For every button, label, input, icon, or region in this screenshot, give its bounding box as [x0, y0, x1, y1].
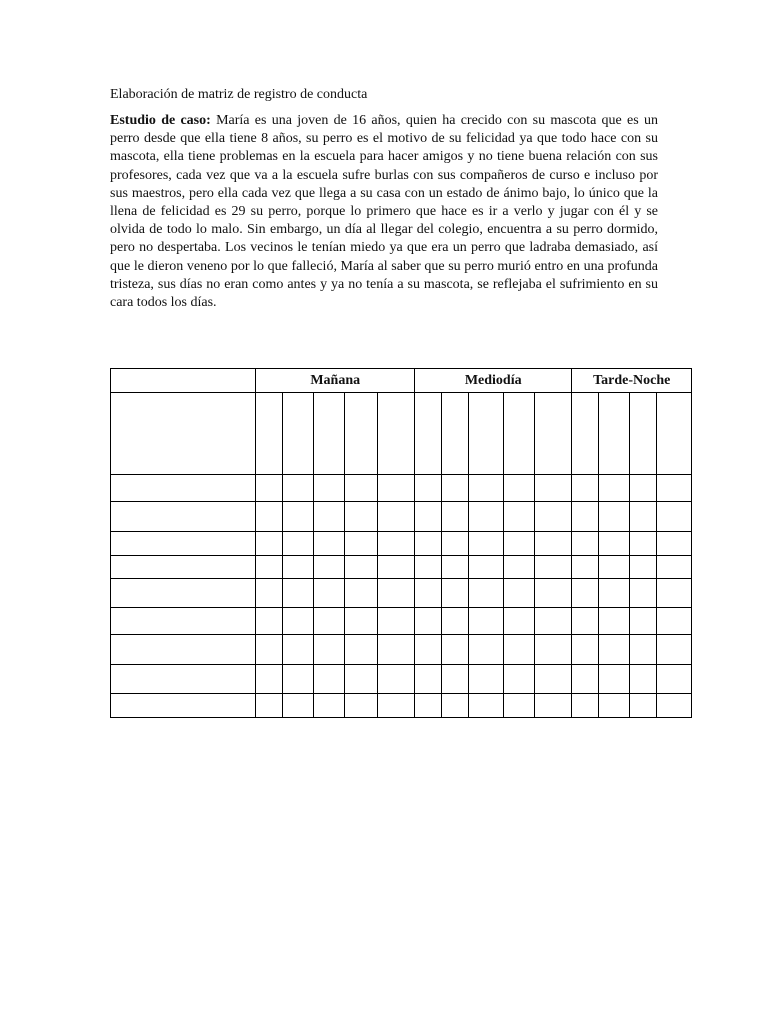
matrix-cell	[598, 532, 629, 556]
matrix-cell	[572, 475, 598, 502]
matrix-cell	[414, 532, 441, 556]
matrix-cell	[111, 635, 256, 665]
matrix-cell	[535, 475, 572, 502]
matrix-cell	[256, 556, 282, 579]
matrix-cell	[469, 502, 504, 532]
matrix-cell	[344, 694, 377, 718]
matrix-cell	[282, 665, 313, 694]
matrix-cell	[535, 665, 572, 694]
matrix-cell	[572, 608, 598, 635]
matrix-cell	[504, 694, 535, 718]
matrix-cell	[442, 556, 469, 579]
matrix-cell	[504, 665, 535, 694]
matrix-cell	[111, 694, 256, 718]
matrix-cell	[629, 579, 656, 608]
matrix-cell	[256, 579, 282, 608]
matrix-cell	[377, 532, 414, 556]
matrix-cell	[629, 502, 656, 532]
matrix-cell	[598, 694, 629, 718]
matrix-cell	[414, 556, 441, 579]
matrix-cell	[469, 608, 504, 635]
matrix-header-row	[111, 369, 692, 393]
case-study-paragraph	[110, 112, 658, 312]
matrix-cell	[598, 502, 629, 532]
matrix-cell	[504, 475, 535, 502]
matrix-cell	[629, 608, 656, 635]
matrix-cell	[414, 665, 441, 694]
matrix-cell	[442, 393, 469, 475]
matrix-cell	[377, 556, 414, 579]
matrix-cell	[442, 665, 469, 694]
matrix-cell	[256, 532, 282, 556]
matrix-row	[111, 502, 692, 532]
matrix-cell	[111, 579, 256, 608]
matrix-cell	[256, 694, 282, 718]
matrix-cell	[504, 608, 535, 635]
matrix-cell	[313, 608, 344, 635]
matrix-cell	[256, 665, 282, 694]
matrix-cell	[313, 694, 344, 718]
matrix-cell	[313, 556, 344, 579]
matrix-cell	[344, 635, 377, 665]
matrix-cell	[572, 665, 598, 694]
matrix-cell	[535, 608, 572, 635]
matrix-cell	[111, 475, 256, 502]
matrix-cell	[282, 579, 313, 608]
matrix-cell	[656, 556, 691, 579]
matrix-cell	[656, 579, 691, 608]
matrix-cell	[344, 665, 377, 694]
matrix-header-manana: Mañana	[256, 369, 415, 393]
matrix-cell	[469, 532, 504, 556]
matrix-cell	[414, 579, 441, 608]
matrix-cell	[313, 635, 344, 665]
matrix-cell	[377, 475, 414, 502]
matrix-cell	[572, 532, 598, 556]
matrix-cell	[282, 635, 313, 665]
matrix-cell	[469, 579, 504, 608]
matrix-row	[111, 608, 692, 635]
matrix-cell	[414, 393, 441, 475]
matrix-cell	[504, 579, 535, 608]
document-title: Elaboración de matriz de registro de conducta	[110, 87, 368, 102]
matrix-cell	[656, 665, 691, 694]
matrix-cell	[377, 502, 414, 532]
matrix-cell	[572, 694, 598, 718]
matrix-cell	[442, 579, 469, 608]
matrix-cell	[313, 475, 344, 502]
matrix-cell	[535, 635, 572, 665]
matrix-cell	[535, 502, 572, 532]
matrix-row	[111, 694, 692, 718]
matrix-cell	[282, 475, 313, 502]
case-study-text: María es una joven de 16 años, quien ha crecido con su mascota que es un perro desde que ella tiene 8 años, su perro es el motivo de su felicidad ya que todo hace con su mascota, ella tiene problemas en la escuela para hacer amigos y no tiene buena relación con sus profesores, cada vez que va a la escuela sufre burlas con sus compañeros de curso e incluso por sus maestros, pero ella cada vez que llega a su casa con un estado de ánimo bajo, lo único que la llena de felicidad es 29 su perro, porque lo primero que hace es ir a verlo y jugar con él y se olvida de todo lo malo. Sin embargo, un día al llegar del colegio, encuentra a su perro dormido, pero no despertaba. Los vecinos le tenían miedo ya que era un perro que ladraba demasiado, así que le dieron veneno por lo que falleció, María al saber que su perro murió entro en una profunda tristeza, sus días no eran como antes y ya no tenía a su mascota, se reflejaba el sufrimiento en su cara todos los días.	[110, 113, 658, 311]
matrix-cell	[344, 556, 377, 579]
matrix-cell	[656, 502, 691, 532]
matrix-row	[111, 556, 692, 579]
matrix-cell	[442, 635, 469, 665]
matrix-row	[111, 635, 692, 665]
matrix-cell	[313, 579, 344, 608]
matrix-cell	[344, 475, 377, 502]
matrix-cell	[344, 532, 377, 556]
matrix-cell	[414, 502, 441, 532]
matrix-cell	[535, 579, 572, 608]
matrix-cell	[629, 665, 656, 694]
matrix-cell	[629, 475, 656, 502]
case-study-label: Estudio de caso:	[110, 113, 211, 128]
matrix-cell	[377, 393, 414, 475]
matrix-cell	[656, 475, 691, 502]
behavior-record-matrix	[110, 368, 692, 718]
matrix-cell	[504, 532, 535, 556]
matrix-cell	[256, 608, 282, 635]
matrix-cell	[111, 502, 256, 532]
matrix-cell	[535, 694, 572, 718]
matrix-cell	[282, 608, 313, 635]
matrix-cell	[504, 556, 535, 579]
matrix-cell	[313, 393, 344, 475]
matrix-row	[111, 532, 692, 556]
matrix-cell	[111, 608, 256, 635]
matrix-corner-cell	[111, 369, 256, 393]
matrix-cell	[469, 393, 504, 475]
matrix-row	[111, 665, 692, 694]
matrix-cell	[572, 502, 598, 532]
matrix-cell	[377, 608, 414, 635]
matrix-cell	[282, 393, 313, 475]
matrix-cell	[414, 694, 441, 718]
matrix-cell	[377, 694, 414, 718]
matrix-cell	[282, 694, 313, 718]
matrix-cell	[572, 635, 598, 665]
matrix-cell	[572, 579, 598, 608]
matrix-cell	[469, 556, 504, 579]
matrix-cell	[111, 532, 256, 556]
matrix-cell	[442, 502, 469, 532]
matrix-cell	[442, 532, 469, 556]
matrix-cell	[442, 694, 469, 718]
matrix-cell	[256, 502, 282, 532]
matrix-header-mediodia: Mediodía	[414, 369, 572, 393]
matrix-cell	[377, 665, 414, 694]
matrix-cell	[572, 393, 598, 475]
matrix-cell	[313, 502, 344, 532]
matrix-cell	[629, 556, 656, 579]
matrix-cell	[656, 393, 691, 475]
matrix-cell	[442, 475, 469, 502]
matrix-header-tarde-noche: Tarde-Noche	[572, 369, 692, 393]
matrix-cell	[598, 665, 629, 694]
matrix-cell	[282, 532, 313, 556]
matrix-row	[111, 393, 692, 475]
matrix-cell	[598, 608, 629, 635]
matrix-cell	[629, 532, 656, 556]
matrix-cell	[344, 502, 377, 532]
matrix-cell	[656, 694, 691, 718]
matrix-cell	[504, 502, 535, 532]
matrix-cell	[344, 393, 377, 475]
matrix-cell	[377, 635, 414, 665]
matrix-cell	[535, 393, 572, 475]
matrix-cell	[469, 694, 504, 718]
matrix-cell	[598, 635, 629, 665]
matrix-cell	[313, 532, 344, 556]
matrix-cell	[598, 475, 629, 502]
matrix-cell	[504, 635, 535, 665]
matrix-cell	[256, 393, 282, 475]
matrix-cell	[598, 579, 629, 608]
matrix-cell	[442, 608, 469, 635]
matrix-cell	[282, 556, 313, 579]
matrix-cell	[469, 665, 504, 694]
matrix-cell	[111, 556, 256, 579]
matrix-cell	[344, 579, 377, 608]
matrix-cell	[629, 393, 656, 475]
matrix-cell	[535, 556, 572, 579]
matrix-cell	[282, 502, 313, 532]
matrix-cell	[256, 475, 282, 502]
matrix-cell	[111, 665, 256, 694]
matrix-cell	[256, 635, 282, 665]
matrix-cell	[111, 393, 256, 475]
matrix-cell	[344, 608, 377, 635]
matrix-cell	[469, 475, 504, 502]
matrix-cell	[377, 579, 414, 608]
matrix-cell	[504, 393, 535, 475]
matrix-cell	[572, 556, 598, 579]
matrix-cell	[629, 694, 656, 718]
matrix-cell	[598, 393, 629, 475]
matrix-cell	[598, 556, 629, 579]
matrix-cell	[656, 608, 691, 635]
matrix-cell	[414, 635, 441, 665]
matrix-cell	[629, 635, 656, 665]
matrix-row	[111, 579, 692, 608]
matrix-cell	[414, 475, 441, 502]
matrix-cell	[414, 608, 441, 635]
matrix-cell	[469, 635, 504, 665]
matrix-cell	[656, 532, 691, 556]
matrix-cell	[535, 532, 572, 556]
matrix-cell	[313, 665, 344, 694]
matrix-row	[111, 475, 692, 502]
matrix-cell	[656, 635, 691, 665]
